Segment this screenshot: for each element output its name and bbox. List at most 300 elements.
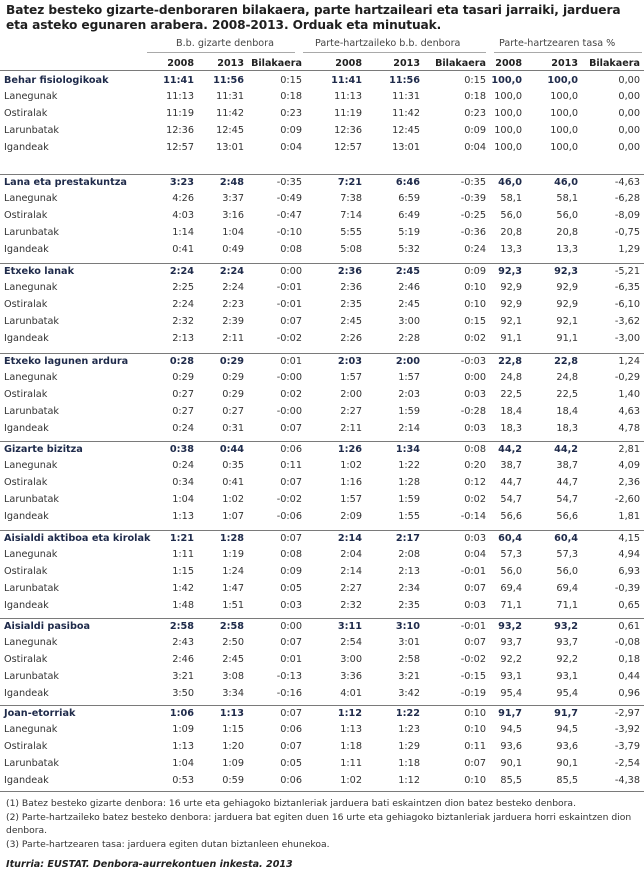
section-total-row (0, 531, 644, 548)
cell-value: 1:02 (340, 460, 362, 471)
cell-value: 2:14 (398, 423, 420, 434)
cell-value: 0:23 (464, 108, 486, 119)
col-header: 2008 (167, 58, 194, 69)
cell-value: 2:45 (398, 299, 420, 310)
cell-value: 92,3 (554, 266, 578, 277)
cell-value: 0:09 (280, 125, 302, 136)
cell-value: 0:28 (169, 356, 194, 367)
footnote: (2) Parte-hartzaileko batez besteko denbora: jarduera bat egiten duen 16 urte eta gehiagoko biztanleriak jarduera horri eskaintzen dion denbora. (6, 812, 632, 836)
cell-value: 0:41 (172, 244, 194, 255)
table-row (0, 89, 644, 106)
cell-value: 0:24 (464, 244, 486, 255)
table-row (0, 722, 644, 739)
cell-value: 6:49 (398, 210, 420, 221)
cell-value: 2:13 (398, 566, 420, 577)
cell-value: 1:04 (172, 758, 194, 769)
cell-value: 100,0 (494, 108, 522, 119)
cell-value: 58,1 (556, 193, 578, 204)
cell-value: 20,8 (556, 227, 578, 238)
row-label: Igandeak (4, 775, 49, 786)
source-note: Iturria: EUSTAT. Denbora-aurrekontuen inkesta. 2013 (6, 859, 293, 870)
cell-value: 12:36 (334, 125, 362, 136)
cell-value: 12:45 (216, 125, 244, 136)
footer-divider (0, 791, 644, 792)
cell-value: -0,29 (614, 372, 640, 383)
cell-value: 0,00 (618, 125, 640, 136)
cell-value: 1:16 (340, 477, 362, 488)
cell-value: 1:02 (340, 775, 362, 786)
cell-value: 0:02 (280, 389, 302, 400)
cell-value: 71,1 (556, 600, 578, 611)
cell-value: 0:03 (464, 423, 486, 434)
cell-value: -0,08 (614, 637, 640, 648)
cell-value: 3:21 (172, 671, 194, 682)
cell-value: 0:11 (464, 741, 486, 752)
cell-value: 93,7 (500, 637, 522, 648)
cell-value: 0:38 (169, 444, 194, 455)
cell-value: 57,3 (500, 549, 522, 560)
cell-value: 92,9 (556, 282, 578, 293)
cell-value: 0,96 (618, 688, 640, 699)
cell-value: 93,6 (500, 741, 522, 752)
row-label: Ostiralak (4, 741, 48, 752)
cell-value: 3:34 (222, 688, 244, 699)
cell-value: -0:16 (276, 688, 302, 699)
cell-value: 0,00 (618, 91, 640, 102)
cell-value: 0:34 (172, 477, 194, 488)
cell-value: 0:31 (222, 423, 244, 434)
cell-value: 2:35 (340, 299, 362, 310)
footnote: (1) Batez besteko gizarte denbora: 16 urte eta gehiagoko biztanleriak jarduera bati eskaintzen dion batez besteko denbora. (6, 798, 576, 809)
cell-value: 1:47 (222, 583, 244, 594)
cell-value: 2:48 (219, 177, 244, 188)
cell-value: 100,0 (494, 125, 522, 136)
section-total-row (0, 354, 644, 371)
cell-value: -8,09 (614, 210, 640, 221)
cell-value: 13:01 (392, 142, 420, 153)
cell-value: 2,81 (618, 444, 640, 455)
cell-value: 1:28 (219, 533, 244, 544)
cell-value: 1:15 (222, 724, 244, 735)
cell-value: -0:13 (276, 671, 302, 682)
table-row (0, 598, 644, 615)
cell-value: 1:18 (398, 758, 420, 769)
cell-value: 38,7 (500, 460, 522, 471)
cell-value: 95,4 (556, 688, 578, 699)
cell-value: 6:46 (395, 177, 420, 188)
cell-value: 0:06 (280, 444, 302, 455)
cell-value: 56,0 (500, 210, 522, 221)
cell-value: 11:19 (334, 108, 362, 119)
cell-value: 11:13 (334, 91, 362, 102)
row-label: Aisialdi pasiboa (4, 621, 91, 632)
cell-value: 2:24 (172, 299, 194, 310)
cell-value: 3:00 (398, 316, 420, 327)
cell-value: 3:00 (340, 654, 362, 665)
row-label: Etxeko lanak (4, 266, 75, 277)
cell-value: -2,97 (614, 708, 640, 719)
row-label: Lanegunak (4, 193, 58, 204)
cell-value: 0:05 (280, 758, 302, 769)
table-row (0, 123, 644, 140)
section-total-row (0, 442, 644, 459)
cell-value: 0:18 (464, 91, 486, 102)
cell-value: 1,24 (618, 356, 640, 367)
cell-value: 3:50 (172, 688, 194, 699)
cell-value: 3:37 (222, 193, 244, 204)
cell-value: 13,3 (500, 244, 522, 255)
cell-value: 1:57 (340, 494, 362, 505)
cell-value: 2:50 (222, 637, 244, 648)
cell-value: -0:01 (460, 621, 486, 632)
cell-value: 94,5 (556, 724, 578, 735)
cell-value: 0:10 (464, 299, 486, 310)
table-row (0, 458, 644, 475)
cell-value: 11:41 (331, 75, 362, 86)
cell-value: 1:34 (395, 444, 420, 455)
cell-value: 94,5 (500, 724, 522, 735)
cell-value: 0:00 (280, 621, 302, 632)
cell-value: 0:09 (464, 125, 486, 136)
col-header: 2008 (495, 58, 522, 69)
footnote: (3) Parte-hartzearen tasa: jarduera egiten dutan biztanleen ehunekoa. (6, 839, 330, 850)
table-row (0, 370, 644, 387)
cell-value: 18,3 (500, 423, 522, 434)
row-label: Lana eta prestakuntza (4, 177, 127, 188)
cell-value: 11:19 (166, 108, 194, 119)
group-header-participant-time: Parte-hartzaileko b.b. denbora (315, 38, 461, 49)
cell-value: 0:49 (222, 244, 244, 255)
row-label: Lanegunak (4, 549, 58, 560)
cell-value: 91,7 (498, 708, 522, 719)
cell-value: -0:10 (276, 227, 302, 238)
table-row (0, 242, 644, 259)
cell-value: 1:11 (340, 758, 362, 769)
cell-value: 3:08 (222, 671, 244, 682)
cell-value: 0:41 (222, 477, 244, 488)
cell-value: -3,79 (614, 741, 640, 752)
cell-value: 4:01 (340, 688, 362, 699)
row-label: Ostiralak (4, 299, 48, 310)
cell-value: 100,0 (491, 75, 522, 86)
cell-value: 93,1 (556, 671, 578, 682)
cell-value: 1:15 (172, 566, 194, 577)
cell-value: 2:14 (337, 533, 362, 544)
cell-value: 0,61 (618, 621, 640, 632)
cell-value: 0:15 (464, 75, 486, 86)
cell-value: 91,1 (556, 333, 578, 344)
cell-value: 0:53 (172, 775, 194, 786)
cell-value: 92,2 (500, 654, 522, 665)
cell-value: 2:45 (340, 316, 362, 327)
cell-value: 5:19 (398, 227, 420, 238)
table-row (0, 280, 644, 297)
cell-value: 2:04 (340, 549, 362, 560)
cell-value: 71,1 (500, 600, 522, 611)
table-row (0, 331, 644, 348)
cell-value: 92,9 (500, 299, 522, 310)
cell-value: 58,1 (500, 193, 522, 204)
cell-value: 1:57 (398, 372, 420, 383)
table-row (0, 208, 644, 225)
cell-value: 92,1 (500, 316, 522, 327)
cell-value: 6,93 (618, 566, 640, 577)
cell-value: 3:42 (398, 688, 420, 699)
cell-value: 2:11 (340, 423, 362, 434)
cell-value: 0:24 (172, 460, 194, 471)
cell-value: 0:10 (464, 708, 486, 719)
cell-value: 100,0 (550, 108, 578, 119)
cell-value: 0:07 (280, 316, 302, 327)
cell-value: 1:20 (222, 741, 244, 752)
row-label: Igandeak (4, 244, 49, 255)
row-label: Igandeak (4, 423, 49, 434)
cell-value: 0:27 (172, 389, 194, 400)
table-row (0, 669, 644, 686)
cell-value: 2:28 (398, 333, 420, 344)
table-row (0, 191, 644, 208)
cell-value: 1:06 (169, 708, 194, 719)
cell-value: 4,63 (618, 406, 640, 417)
row-label: Igandeak (4, 688, 49, 699)
cell-value: 12:57 (334, 142, 362, 153)
table-row (0, 421, 644, 438)
cell-value: 54,7 (556, 494, 578, 505)
cell-value: 0:29 (172, 372, 194, 383)
cell-value: 1:04 (222, 227, 244, 238)
cell-value: 0:07 (464, 758, 486, 769)
cell-value: 56,6 (500, 511, 522, 522)
cell-value: 20,8 (500, 227, 522, 238)
table-row (0, 475, 644, 492)
cell-value: 2,36 (618, 477, 640, 488)
cell-value: 46,0 (554, 177, 578, 188)
cell-value: 4,78 (618, 423, 640, 434)
table-row (0, 564, 644, 581)
cell-value: 2:45 (395, 266, 420, 277)
cell-value: 2:00 (395, 356, 420, 367)
cell-value: 2:03 (337, 356, 362, 367)
cell-value: 90,1 (500, 758, 522, 769)
cell-value: 85,5 (500, 775, 522, 786)
cell-value: 1:09 (222, 758, 244, 769)
cell-value: 0:07 (280, 533, 302, 544)
cell-value: -0:03 (460, 356, 486, 367)
cell-value: 24,8 (556, 372, 578, 383)
cell-value: 2:46 (172, 654, 194, 665)
cell-value: 93,1 (500, 671, 522, 682)
cell-value: 0:59 (222, 775, 244, 786)
cell-value: 2:46 (398, 282, 420, 293)
cell-value: 11:41 (163, 75, 194, 86)
row-label: Behar fisiologikoak (4, 75, 109, 86)
cell-value: 22,8 (554, 356, 578, 367)
header-divider (0, 70, 644, 71)
cell-value: 2:14 (340, 566, 362, 577)
cell-value: 2:24 (219, 266, 244, 277)
row-label: Lanegunak (4, 91, 58, 102)
col-header: 2013 (217, 58, 244, 69)
cell-value: 95,4 (500, 688, 522, 699)
cell-value: 4,09 (618, 460, 640, 471)
row-label: Ostiralak (4, 566, 48, 577)
cell-value: 0:29 (222, 372, 244, 383)
cell-value: 93,2 (498, 621, 522, 632)
cell-value: 3:16 (222, 210, 244, 221)
cell-value: 100,0 (494, 142, 522, 153)
cell-value: -0:00 (276, 406, 302, 417)
cell-value: 1:12 (398, 775, 420, 786)
cell-value: 0,65 (618, 600, 640, 611)
cell-value: 38,7 (556, 460, 578, 471)
cell-value: 11:42 (392, 108, 420, 119)
cell-value: 2:26 (340, 333, 362, 344)
cell-value: 1:23 (398, 724, 420, 735)
cell-value: 1:55 (398, 511, 420, 522)
cell-value: 1:59 (398, 406, 420, 417)
cell-value: -0:39 (460, 193, 486, 204)
row-label: Larunbatak (4, 583, 60, 594)
cell-value: -0:14 (460, 511, 486, 522)
cell-value: -0:01 (276, 282, 302, 293)
cell-value: 0:07 (464, 583, 486, 594)
cell-value: 13:01 (216, 142, 244, 153)
row-label: Lanegunak (4, 724, 58, 735)
cell-value: 0:10 (464, 724, 486, 735)
row-label: Joan-etorriak (4, 708, 76, 719)
section-total-row (0, 264, 644, 281)
cell-value: 100,0 (550, 125, 578, 136)
cell-value: -0:49 (276, 193, 302, 204)
cell-value: 92,2 (556, 654, 578, 665)
cell-value: 3:11 (337, 621, 362, 632)
cell-value: 1:13 (172, 741, 194, 752)
cell-value: 2:58 (169, 621, 194, 632)
row-label: Lanegunak (4, 282, 58, 293)
group-header-social-time: B.b. gizarte denbora (176, 38, 275, 49)
cell-value: 91,1 (500, 333, 522, 344)
cell-value: 2:36 (337, 266, 362, 277)
cell-value: 2:54 (340, 637, 362, 648)
cell-value: 2:25 (172, 282, 194, 293)
cell-value: 2:08 (398, 549, 420, 560)
cell-value: 0:23 (280, 108, 302, 119)
cell-value: 4,94 (618, 549, 640, 560)
cell-value: 0:06 (280, 775, 302, 786)
cell-value: 100,0 (494, 91, 522, 102)
cell-value: 0:08 (280, 549, 302, 560)
cell-value: 0:15 (464, 316, 486, 327)
cell-value: 1:07 (222, 511, 244, 522)
cell-value: -0:28 (460, 406, 486, 417)
cell-value: 1:21 (169, 533, 194, 544)
cell-value: -0,75 (614, 227, 640, 238)
group-underline (303, 52, 486, 53)
cell-value: 0:06 (280, 724, 302, 735)
cell-value: 1:57 (340, 372, 362, 383)
cell-value: 91,7 (554, 708, 578, 719)
cell-value: 2:34 (398, 583, 420, 594)
table-row (0, 739, 644, 756)
cell-value: 93,6 (556, 741, 578, 752)
cell-value: 18,4 (556, 406, 578, 417)
cell-value: 2:58 (398, 654, 420, 665)
cell-value: 0,00 (618, 75, 640, 86)
cell-value: 0:29 (222, 389, 244, 400)
cell-value: 56,6 (556, 511, 578, 522)
row-label: Larunbatak (4, 671, 60, 682)
cell-value: 4:03 (172, 210, 194, 221)
cell-value: 1:22 (395, 708, 420, 719)
cell-value: 5:08 (340, 244, 362, 255)
cell-value: 0:08 (464, 444, 486, 455)
cell-value: 1:26 (337, 444, 362, 455)
cell-value: 1:19 (222, 549, 244, 560)
cell-value: 0:03 (464, 533, 486, 544)
cell-value: 1:13 (219, 708, 244, 719)
row-label: Larunbatak (4, 227, 60, 238)
cell-value: 0:44 (219, 444, 244, 455)
cell-value: 1:28 (398, 477, 420, 488)
row-label: Larunbatak (4, 758, 60, 769)
row-label: Lanegunak (4, 372, 58, 383)
cell-value: -0:06 (276, 511, 302, 522)
col-header: Bilakaera (251, 58, 302, 69)
cell-value: 22,5 (556, 389, 578, 400)
cell-value: 2:45 (222, 654, 244, 665)
cell-value: 0:15 (280, 75, 302, 86)
cell-value: 2:27 (340, 583, 362, 594)
cell-value: -2,60 (614, 494, 640, 505)
table-row (0, 635, 644, 652)
cell-value: -4,38 (614, 775, 640, 786)
section-total-row (0, 619, 644, 636)
table-row (0, 773, 644, 790)
cell-value: 0:01 (280, 654, 302, 665)
cell-value: 22,5 (500, 389, 522, 400)
cell-value: 2:43 (172, 637, 194, 648)
group-header-participation-rate: Parte-hartzearen tasa % (499, 38, 616, 49)
cell-value: 1:12 (337, 708, 362, 719)
row-label: Igandeak (4, 600, 49, 611)
cell-value: 12:36 (166, 125, 194, 136)
cell-value: 4:26 (172, 193, 194, 204)
cell-value: 24,8 (500, 372, 522, 383)
cell-value: 2:00 (340, 389, 362, 400)
cell-value: -0:02 (460, 654, 486, 665)
cell-value: -0:35 (460, 177, 486, 188)
cell-value: 44,2 (554, 444, 578, 455)
cell-value: -0:15 (460, 671, 486, 682)
section-total-row (0, 73, 644, 90)
cell-value: 1,40 (618, 389, 640, 400)
cell-value: 100,0 (547, 75, 578, 86)
table-row (0, 581, 644, 598)
cell-value: -6,35 (614, 282, 640, 293)
cell-value: -0:02 (276, 333, 302, 344)
cell-value: 1:29 (398, 741, 420, 752)
cell-value: 60,4 (554, 533, 578, 544)
cell-value: 12:45 (392, 125, 420, 136)
cell-value: 1:13 (172, 511, 194, 522)
row-label: Ostiralak (4, 654, 48, 665)
cell-value: 7:14 (340, 210, 362, 221)
cell-value: 2:13 (172, 333, 194, 344)
table-row (0, 686, 644, 703)
cell-value: 93,7 (556, 637, 578, 648)
table-row (0, 404, 644, 421)
cell-value: 1:09 (172, 724, 194, 735)
